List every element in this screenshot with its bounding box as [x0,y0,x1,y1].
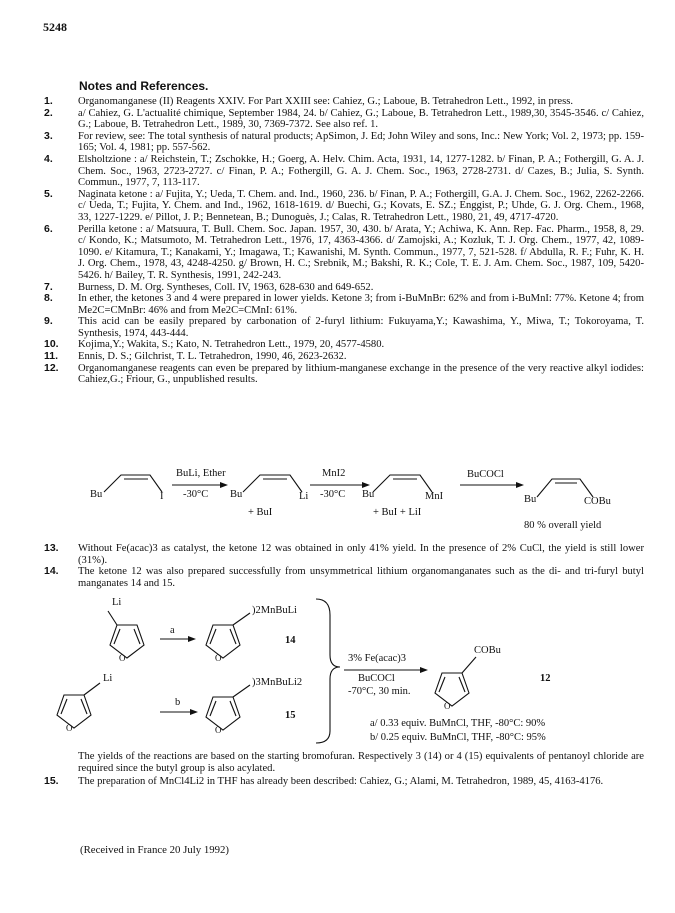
reference-3 [44,131,644,154]
ref-text: Organomanganese reagents can even be prepared by lithium-manganese exchange in the presence of the very reactive alkyl iodides: Cahiez,G.; Friour, G., unpublished results. [78,362,644,386]
ref-text: Perilla ketone : a/ Matsuura, T. Bull. Chem. Soc. Japan. 1957, 30, 430. b/ Arata, Y.; Achiwa, K. Ann. Rep. Fac. Pharm., 1958, 8, 29. c/ Kondo, K.; Matsumoto, M. Tetrahedron Lett., 1976, 17, 4363-4366. d/ Zamojski, A.; Kozluk, T. J. Org. Chem., 1977, 42, 1089-1090. e/ Kitamura, T.; Kanakami, Y.; Imagawa, T.; Kawanishi, M. Synth. Commun., 1977, 7, 521-528. f/ Abdulla, R. F.; Fuhr, K. H. J. Org. Chem., 1978, 43, 4248-4250. g/ Brown, H. C.; Srebnik, M.; Bakshi, R. K.; Cole, T. E. J. Am. Chem. Soc., 1987, 109, 5420-5426. h/ Bailey, T. R. Synthesis, 1991, 242-243. [78,223,644,281]
scheme-2-drawing [0,595,675,745]
arrowhead-2 [362,482,370,488]
reference-8 [44,293,644,316]
reagent-bucocl: BuCOCl [467,469,504,480]
reagent-buli: BuLi, Ether [176,468,226,479]
conditions-a: a/ 0.33 equiv. BuMnCl, THF, -80°C: 90% [370,718,546,729]
right-brace [316,599,340,743]
arrow-label-a: a [170,625,175,636]
arrow-label-b: b [175,697,181,708]
label-cobu-product: COBu [474,645,501,656]
ref-number: 10. [44,338,59,351]
ref-number: 5. [44,187,53,200]
ref-number: 4. [44,152,53,165]
arrowhead-3 [516,482,524,488]
reaction-scheme-2 [0,595,675,745]
byproduct-2: + BuI + LiI [373,507,422,518]
reaction-scheme-1 [0,465,675,540]
alkene-chain-2 [243,475,302,492]
ref-number: 3. [44,129,53,142]
label-li: Li [299,491,309,502]
reference-6 [44,224,644,282]
note-14-continuation: The yields of the reactions are based on the starting bromofuran. Respectively 3 (14) or 4 (15) equivalents of pentanoyl chloride are required since the butyl group is also acylated. [78,751,644,774]
furan-o-b: O [66,723,73,733]
reference-15 [44,776,644,788]
reference-11 [44,351,644,363]
page-number: 5248 [43,20,67,34]
label-li-b: Li [103,673,113,684]
reference-5 [44,189,644,224]
furan-o-b2: O [215,725,222,735]
ref-number: 11. [44,350,59,363]
notes-15 [44,776,644,788]
ref-number: 15. [44,775,59,787]
label-bu-4: Bu [524,494,537,505]
temp-1: -30°C [183,489,209,500]
reference-7 [44,282,644,294]
temp-2: -30°C [320,489,346,500]
reagent-acyl: BuCOCl [358,673,395,684]
label-li-a: Li [112,597,122,608]
bond-li-a [108,611,117,625]
alkene-chain-3 [373,475,432,492]
compound-12: 12 [540,673,551,684]
section-heading: Notes and References. [79,79,209,93]
byproduct-1: + BuI [248,507,273,518]
ref-number: 6. [44,222,53,235]
ref-text: This acid can be easily prepared by carbonation of 2-furyl lithium: Fukuyama,Y.; Kawashima, Y., Miwa, T.; Tokoroyama, T. Synthesis, 1974, 443-444. [78,316,644,339]
ref-text: Kojima,Y.; Wakita, S.; Kato, N. Tetrahedron Lett., 1979, 20, 4577-4580. [78,339,385,351]
ref-text: Burness, D. M. Org. Syntheses, Coll. IV, 1963, 628-630 and 649-652. [78,281,374,293]
catalyst: 3% Fe(acac)3 [348,653,407,664]
ref-number: 8. [44,292,53,305]
ref-number: 7. [44,280,53,293]
ref-number: 13. [44,542,59,554]
conditions-b: b/ 0.25 equiv. BuMnCl, THF, -80°C: 95% [370,732,546,743]
furan-o-product: O [444,701,451,711]
label-bu-1: Bu [90,489,103,500]
reagent-mni2: MnI2 [322,468,346,479]
ref-text: a/ Cahiez, G. L'actualité chimique, September 1984, 24. b/ Cahiez, G.; Laboue, B. Tetrahedron Lett., 1989,30, 3545-3546. c/ Cahiez, G.; Laboue, B. Tetrahedron Lett., 1989, 30, 7369-7372. See also ref. 1. [78,107,644,131]
label-iodide: I [160,491,164,502]
compound-14: 14 [285,635,296,646]
reference-9 [44,316,644,339]
ref-text: For review, see: The total synthesis of natural products; ApSimon, J. Ed; John Wiley and sons, Inc.: New York; Vol. 2, 1973; pp. 159-165; Vol. 4, 1981; pp. 557-562. [78,130,644,154]
ref-text: In ether, the ketones 3 and 4 were prepared in lower yields. Ketone 3; from i-BuMnBr: 62% and from i-BuMnI: 77%. Ketone 4; from Me2C=CMnBr: 46% and from Me2C=CMnI: 61%. [78,293,644,316]
reference-13 [44,543,644,566]
label-bu-3: Bu [362,489,375,500]
compound-15: 15 [285,710,296,721]
ref-number: 2. [44,106,53,119]
furan-o-a2: O [215,653,222,663]
ref-text: The preparation of MnCl4Li2 in THF has already been described: Cahiez, G.; Alami, M. Tetrahedron, 1989, 45, 4163-4176. [78,776,604,787]
alkene-chain-4 [537,479,593,497]
ref-number: 9. [44,315,53,328]
ref-text: Ennis, D. S.; Gilchrist, T. L. Tetrahedron, 1990, 46, 2623-2632. [78,351,347,363]
bond-li-b [84,683,100,695]
label-cobu: COBu [584,496,611,507]
label-bu-2: Bu [230,489,243,500]
arrowhead-1 [220,482,228,488]
reference-12 [44,363,644,386]
label-mni: MnI [425,491,444,502]
overall-yield: 80 % overall yield [524,520,602,531]
ref-text: Naginata ketone : a/ Fujita, Y.; Ueda, T. Chem. and. Ind., 1960, 236. b/ Finan, P. A.; Fothergill, G.A. J. Chem. Soc., 1962, 2262-2266. c/ Ueda, T.; Fujita, Y. Chem. and Ind., 1962, 1618-1619. d/ Buechi, G.; Kovats, E. SZ.; Enggist, P.; Uhde, G. J. Org. Chem., 1968, 33, 1227-1229. e/ Pillot, J. P.; Bennetean, B.; Dunoguès, J.; Calas, R. Tetrahedron Lett., 1980, 21, 49, 4717-4720. [78,188,644,223]
ref-text: Elsholtzione : a/ Reichstein, T.; Zschokke, H.; Goerg, A. Helv. Chim. Acta, 1931, 14, 1277-1282. b/ Finan, P. A.; Fothergill, G. A. J. Chem. Soc., 1963, 2723-2727. c/ Finan, P. A.; Fothergill, G. A. J. Chem. Soc., 1963, 2728-2731. d/ Cazes, B.; Julia, S. Synth. Commun., 1977, 7, 113-117. [78,153,644,189]
reference-4 [44,154,644,189]
reference-2 [44,108,644,131]
ref-text: The ketone 12 was also prepared successfully from unsymmetrical lithium organomanganates such as the di- and tri-furyl butyl manganates 14 and 15. [78,566,644,589]
reference-1 [44,96,644,108]
received-date: (Received in France 20 July 1992) [80,844,230,856]
manganate-14: )2MnBuLi [252,605,297,616]
ref-number: 1. [44,95,53,107]
conditions: -70°C, 30 min. [348,686,411,697]
reference-10 [44,339,644,351]
ref-number: 12. [44,361,59,374]
ref-text: Organomanganese (II) Reagents XXIV. For Part XXIII see: Cahiez, G.; Laboue, B. Tetrahedron Lett., 1992, in press. [78,96,573,107]
alkene-chain-1 [104,475,162,492]
furan-o-a: O [119,653,126,663]
manganate-15: )3MnBuLi2 [252,677,303,688]
ref-text: Without Fe(acac)3 as catalyst, the ketone 12 was obtained in only 41% yield. In the presence of 2% CuCl, the yield is still lower (31%). [78,543,644,566]
reference-14 [44,566,644,589]
reference-list [44,96,644,386]
ref-number: 14. [44,565,59,578]
notes-13-14 [44,543,644,589]
